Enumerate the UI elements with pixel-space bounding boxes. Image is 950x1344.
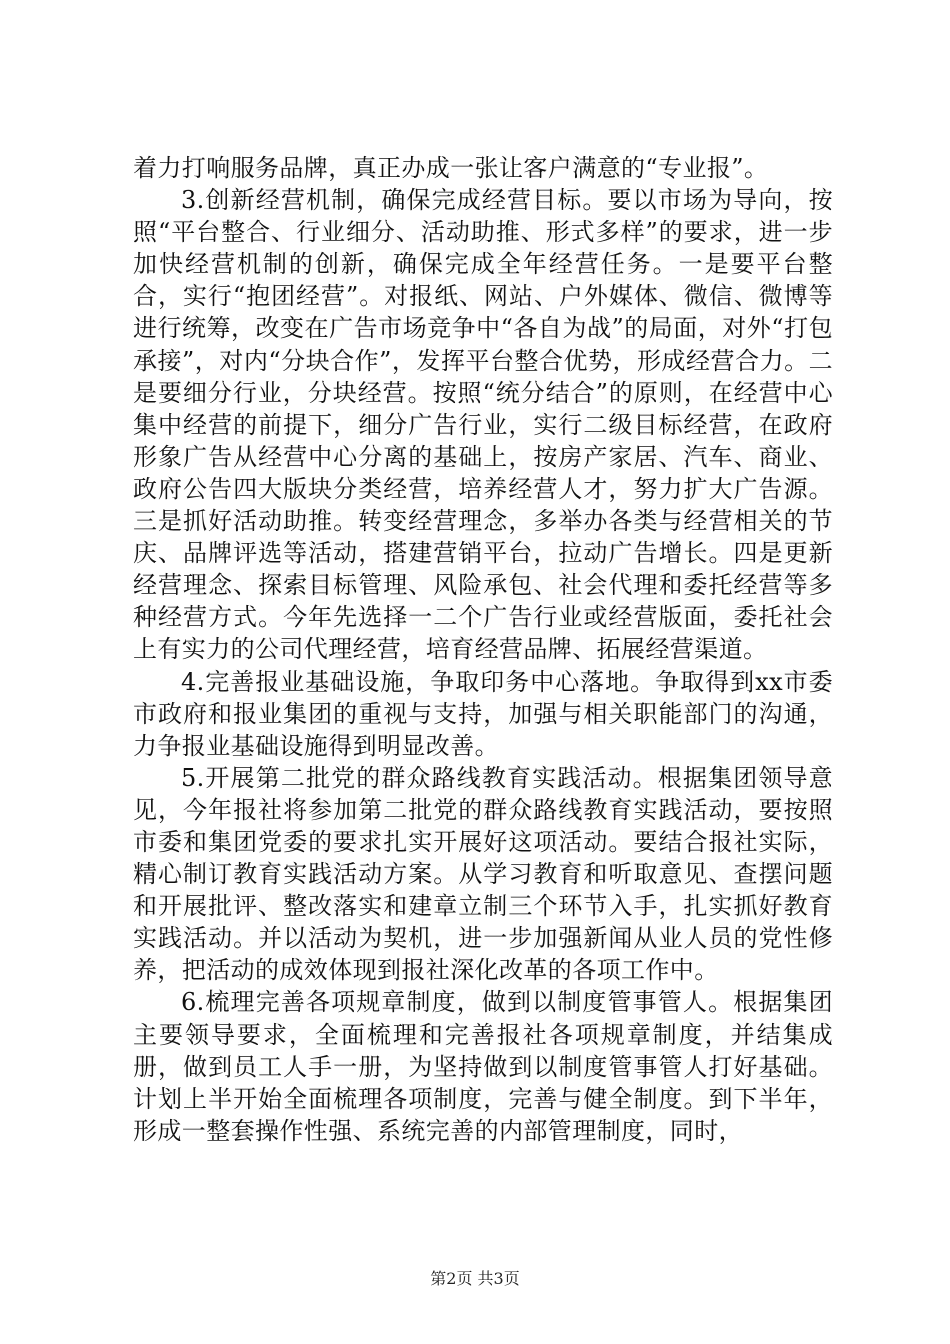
document-body	[133, 152, 833, 1147]
paragraph-item-3: 3.创新经营机制，确保完成经营目标。要以市场为导向，按照“平台整合、行业细分、活动助推、形式多样”的要求，进一步加快经营机制的创新，确保完成全年经营任务。一是要平台整合，实行“抱团经营”。对报纸、网站、户外媒体、微信、微博等进行统筹，改变在广告市场竞争中“各自为战”的局面，对外“打包承接”，对内“分块合作”，发挥平台整合优势，形成经营合力。二是要细分行业，分块经营。按照“统分结合”的原则，在经营中心集中经营的前提下，细分广告行业，实行二级目标经营，在政府形象广告从经营中心分离的基础上，按房产家居、汽车、商业、政府公告四大版块分类经营，培养经营人才，努力扩大广告源。三是抓好活动助推。转变经营理念，多举办各类与经营相关的节庆、品牌评选等活动，搭建营销平台，拉动广告增长。四是更新经营理念、探索目标管理、风险承包、社会代理和委托经营等多种经营方式。今年先选择一二个广告行业或经营版面，委托社会上有实力的公司代理经营，培育经营品牌、拓展经营渠道。	[133, 186, 833, 664]
paragraph-item-5: 5.开展第二批党的群众路线教育实践活动。根据集团领导意见，今年报社将参加第二批党的群众路线教育实践活动，要按照市委和集团党委的要求扎实开展好这项活动。要结合报社实际，精心制订教育实践活动方案。从学习教育和听取意见、查摆问题和开展批评、整改落实和建章立制三个环节入手，扎实抓好教育实践活动。并以活动为契机，进一步加强新闻从业人员的党性修养，把活动的成效体现到报社深化改革的各项工作中。	[133, 763, 833, 985]
paragraph-continuation: 着力打响服务品牌，真正办成一张让客户满意的“专业报”。	[133, 154, 769, 182]
paragraph-item-4: 4.完善报业基础设施，争取印务中心落地。争取得到xx市委市政府和报业集团的重视与支持，加强与相关职能部门的沟通，力争报业基础设施得到明显改善。	[133, 667, 833, 760]
paragraph-item-6: 6.梳理完善各项规章制度，做到以制度管事管人。根据集团主要领导要求，全面梳理和完善报社各项规章制度，并结集成册，做到员工人手一册，为坚持做到以制度管事管人打好基础。计划上半开始全面梳理各项制度，完善与健全制度。到下半年，形成一整套操作性强、系统完善的内部管理制度，同时，	[133, 988, 833, 1145]
page-footer: 第2页 共3页	[430, 1269, 520, 1288]
